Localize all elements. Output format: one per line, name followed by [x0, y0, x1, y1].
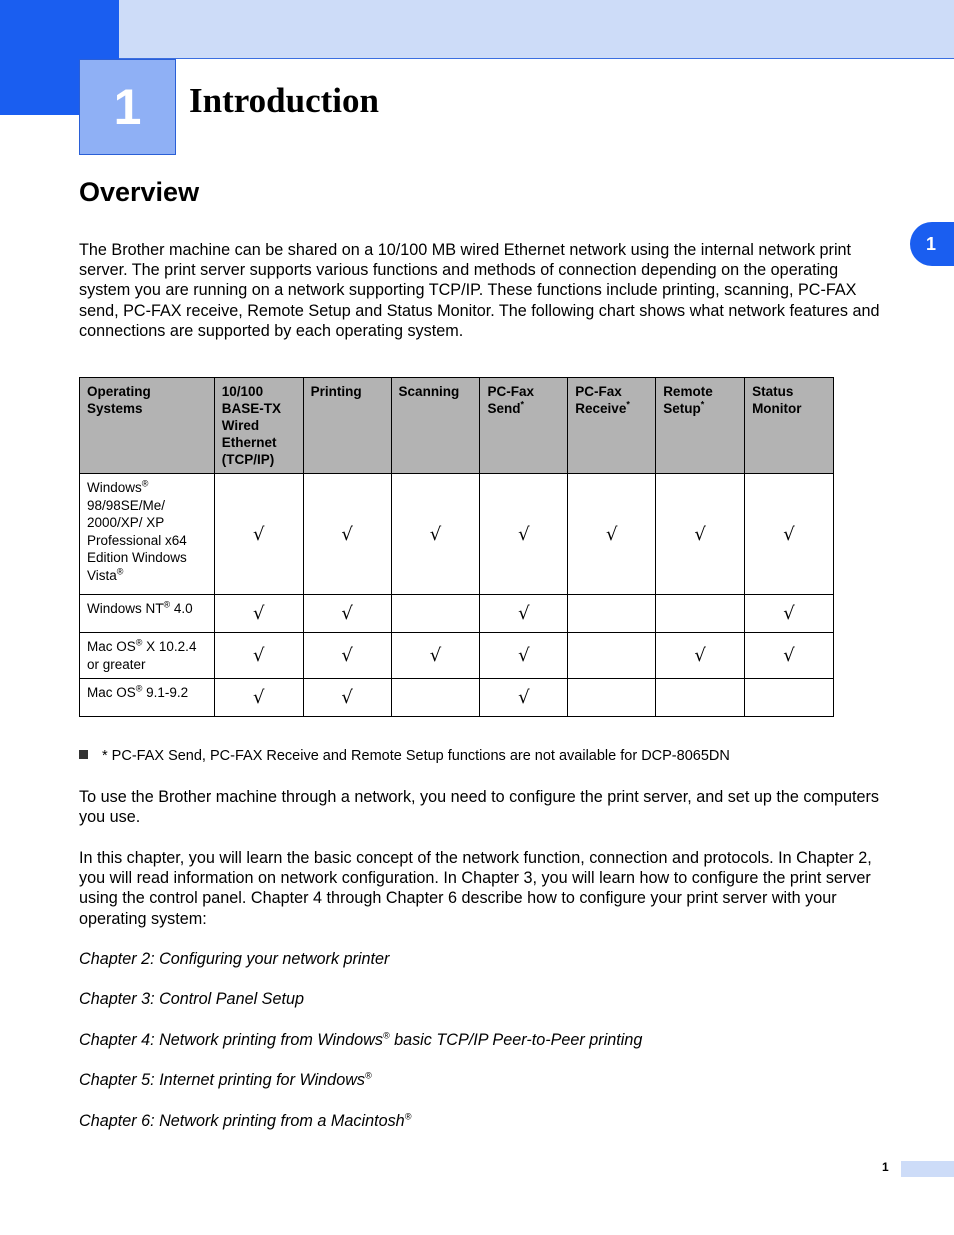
check-mark-icon: √ [480, 474, 568, 595]
empty-cell [656, 679, 745, 717]
table-row [80, 679, 834, 717]
check-mark-icon: √ [745, 633, 834, 679]
footnote-text: * PC-FAX Send, PC-FAX Receive and Remote Setup functions are not available for DCP-8065DN [102, 748, 730, 764]
table-header-cell: Status Monitor [745, 378, 834, 474]
chapter-ref-2: Chapter 2: Configuring your network printer [79, 950, 390, 968]
check-mark-icon: √ [480, 679, 568, 717]
table-header-cell: Scanning [391, 378, 480, 474]
paragraph-network-use: To use the Brother machine through a network, you need to configure the print server, and set up the computers you use. [79, 788, 879, 827]
page-number-bar [901, 1161, 954, 1177]
intro-paragraph: The Brother machine can be shared on a 10/100 MB wired Ethernet network using the internal network print server. The print server supports various functions and methods of connection depending on the operating system you are running on a network supporting TCP/IP. These functions include printing, scanning, PC-FAX send, PC-FAX receive, Remote Setup and Status Monitor. The following chart shows what network features and connections are supported by each operating system. [79, 241, 880, 340]
check-mark-icon: √ [303, 474, 391, 595]
section-title: Overview [79, 177, 200, 207]
empty-cell [568, 679, 656, 717]
chapter-title: Introduction [189, 81, 379, 120]
table-header-cell: Operating Systems [80, 378, 215, 474]
empty-cell [656, 595, 745, 633]
check-mark-icon: √ [214, 633, 303, 679]
table-body [80, 474, 834, 717]
check-mark-icon: √ [391, 633, 480, 679]
empty-cell [391, 595, 480, 633]
table-header-cell: PC-Fax Send* [480, 378, 568, 474]
table-header-cell: Printing [303, 378, 391, 474]
check-mark-icon: √ [480, 595, 568, 633]
os-support-table [79, 377, 834, 717]
check-mark-icon: √ [656, 474, 745, 595]
table-row [80, 474, 834, 595]
header-band [0, 0, 954, 59]
chapter-ref-6: Chapter 6: Network printing from a Macintosh® [79, 1111, 412, 1130]
os-name-cell: Mac OS® 9.1-9.2 [80, 679, 215, 717]
table-header-cell: Remote Setup* [656, 378, 745, 474]
chapter-side-tab: 1 [910, 222, 954, 266]
table-header-cell: PC-Fax Receive* [568, 378, 656, 474]
chapter-ref-5: Chapter 5: Internet printing for Windows® [79, 1070, 372, 1089]
os-name-cell: Windows® 98/98SE/Me/ 2000/XP/ XP Professional x64 Edition Windows Vista® [80, 474, 215, 595]
check-mark-icon: √ [214, 595, 303, 633]
chapter-ref-3: Chapter 3: Control Panel Setup [79, 990, 304, 1008]
check-mark-icon: √ [656, 633, 745, 679]
check-mark-icon: √ [303, 679, 391, 717]
table-row [80, 633, 834, 679]
table-row [80, 595, 834, 633]
footnote [79, 748, 730, 764]
check-mark-icon: √ [480, 633, 568, 679]
os-name-cell: Windows NT® 4.0 [80, 595, 215, 633]
os-name-cell: Mac OS® X 10.2.4 or greater [80, 633, 215, 679]
chapter-number: 1 [79, 59, 176, 155]
check-mark-icon: √ [745, 474, 834, 595]
check-mark-icon: √ [303, 595, 391, 633]
empty-cell [568, 595, 656, 633]
empty-cell [391, 679, 480, 717]
paragraph-chapter-overview: In this chapter, you will learn the basic concept of the network function, connection and protocols. In Chapter 2, you will read information on network configuration. In Chapter 3, you will learn how to configure the print server using the control panel. Chapter 4 through Chapter 6 describe how to configure your print server with your operating system: [79, 849, 872, 928]
empty-cell [568, 633, 656, 679]
check-mark-icon: √ [214, 679, 303, 717]
check-mark-icon: √ [745, 595, 834, 633]
empty-cell [745, 679, 834, 717]
table-header-cell: 10/100 BASE-TX Wired Ethernet (TCP/IP) [214, 378, 303, 474]
check-mark-icon: √ [303, 633, 391, 679]
table-header-row [80, 378, 834, 474]
square-bullet-icon [79, 750, 88, 759]
chapter-ref-4: Chapter 4: Network printing from Windows® basic TCP/IP Peer-to-Peer printing [79, 1030, 643, 1049]
check-mark-icon: √ [391, 474, 480, 595]
check-mark-icon: √ [214, 474, 303, 595]
check-mark-icon: √ [568, 474, 656, 595]
page-number: 1 [882, 1160, 889, 1174]
